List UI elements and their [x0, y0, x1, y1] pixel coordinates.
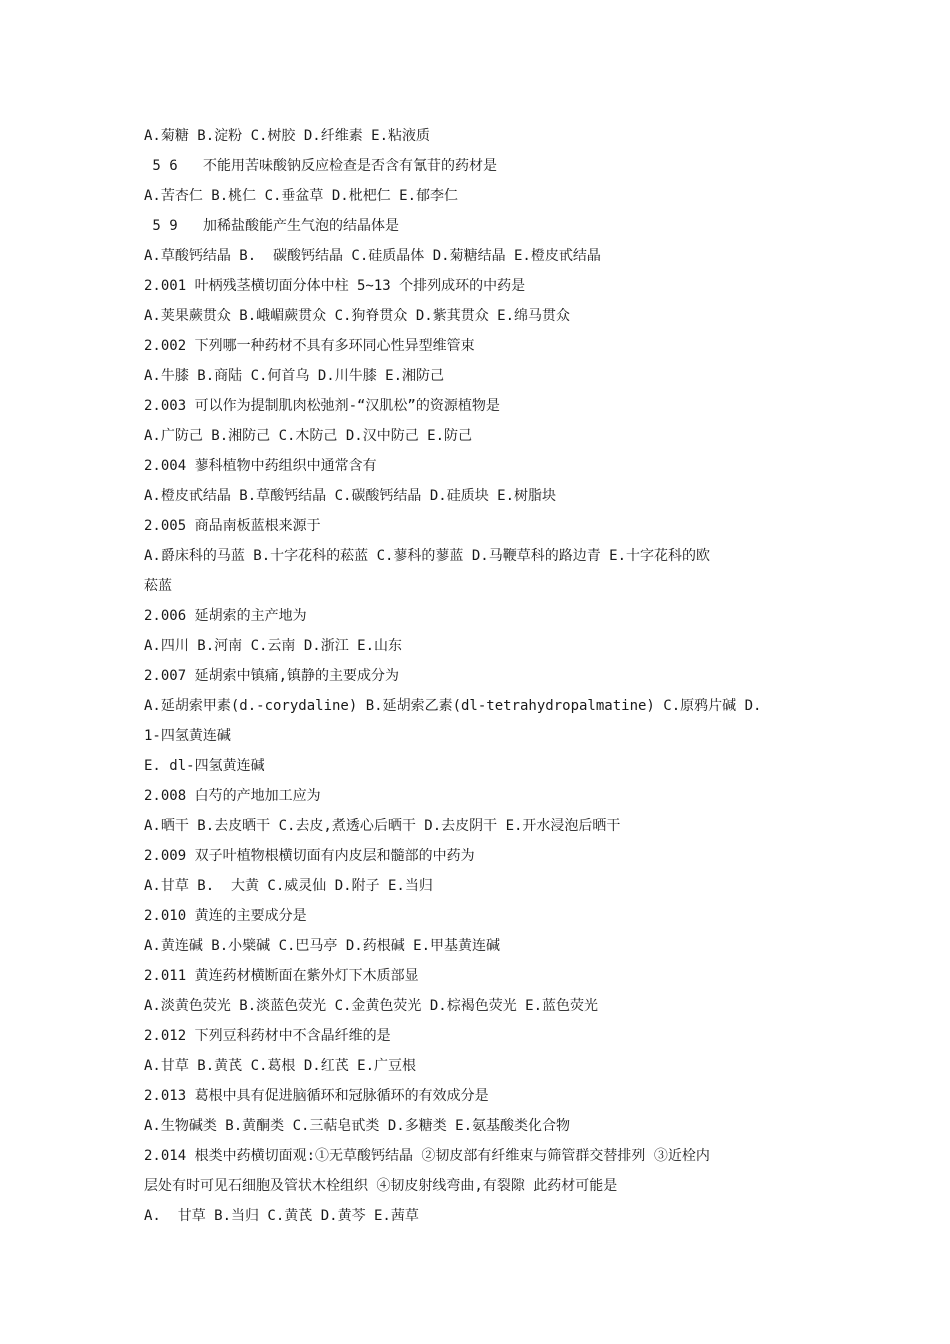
answer-options: A.广防己 B.湘防己 C.木防己 D.汉中防己 E.防己 — [144, 428, 473, 444]
answer-options-continued: 菘蓝 — [144, 578, 172, 594]
document-page — [144, 121, 806, 1231]
question-text: 2.004 蓼科植物中药组织中通常含有 — [144, 458, 377, 474]
question-text: 2.010 黄连的主要成分是 — [144, 908, 307, 924]
question-text: 2.007 延胡索中镇痛,镇静的主要成分为 — [144, 668, 400, 684]
question-text: 2.014 根类中药横切面观:①无草酸钙结晶 ②韧皮部有纤维束与筛管群交替排列 ③近栓内 — [144, 1148, 710, 1164]
answer-options: A.四川 B.河南 C.云南 D.浙江 E.山东 — [144, 638, 403, 654]
answer-options: A.延胡索甲素(d.-corydaline) B.延胡索乙素(dl-tetrahydropalmatine) C.原鸦片碱 D. — [144, 698, 762, 714]
answer-options: A.生物碱类 B.黄酮类 C.三萜皂甙类 D.多糖类 E.氨基酸类化合物 — [144, 1118, 571, 1134]
question-text: 5 6 不能用苦味酸钠反应检查是否含有氰苷的药材是 — [144, 158, 497, 174]
answer-options: A.黄连碱 B.小檗碱 C.巴马亭 D.药根碱 E.甲基黄连碱 — [144, 938, 501, 954]
answer-options: A.甘草 B. 大黄 C.威灵仙 D.附子 E.当归 — [144, 878, 433, 894]
text-line: A.菊糖 B.淀粉 C.树胶 D.纤维素 E.粘液质 — [144, 128, 431, 144]
question-text: 2.006 延胡索的主产地为 — [144, 608, 307, 624]
question-text: 2.009 双子叶植物根横切面有内皮层和髓部的中药为 — [144, 848, 475, 864]
question-text: 2.008 白芍的产地加工应为 — [144, 788, 321, 804]
question-text: 2.002 下列哪一种药材不具有多环同心性异型维管束 — [144, 338, 475, 354]
answer-options: A.橙皮甙结晶 B.草酸钙结晶 C.碳酸钙结晶 D.硅质块 E.树脂块 — [144, 488, 557, 504]
answer-options-continued: 1-四氢黄连碱 — [144, 728, 231, 744]
question-text: 5 9 加稀盐酸能产生气泡的结晶体是 — [144, 218, 400, 234]
answer-options: A.牛膝 B.商陆 C.何首乌 D.川牛膝 E.湘防己 — [144, 368, 445, 384]
answer-options: A.淡黄色荧光 B.淡蓝色荧光 C.金黄色荧光 D.棕褐色荧光 E.蓝色荧光 — [144, 998, 599, 1014]
question-text: 2.012 下列豆科药材中不含晶纤维的是 — [144, 1028, 391, 1044]
answer-options: A. 甘草 B.当归 C.黄芪 D.黄芩 E.茜草 — [144, 1208, 419, 1224]
question-text: 2.011 黄连药材横断面在紫外灯下木质部显 — [144, 968, 419, 984]
question-text: 2.005 商品南板蓝根来源于 — [144, 518, 321, 534]
answer-options: A.荚果蕨贯众 B.峨嵋蕨贯众 C.狗脊贯众 D.紫萁贯众 E.绵马贯众 — [144, 308, 571, 324]
answer-options: A.晒干 B.去皮晒干 C.去皮,煮透心后晒干 D.去皮阴干 E.开水浸泡后晒干 — [144, 818, 621, 834]
answer-options-continued: E. dl-四氢黄连碱 — [144, 758, 265, 774]
answer-options: A.甘草 B.黄芪 C.葛根 D.红芪 E.广豆根 — [144, 1058, 417, 1074]
question-text: 2.003 可以作为提制肌肉松弛剂-“汉肌松”的资源植物是 — [144, 398, 500, 414]
question-text: 2.001 叶柄残茎横切面分体中柱 5~13 个排列成环的中药是 — [144, 278, 526, 294]
answer-options: A.草酸钙结晶 B. 碳酸钙结晶 C.硅质晶体 D.菊糖结晶 E.橙皮甙结晶 — [144, 248, 601, 264]
question-text: 2.013 葛根中具有促进脑循环和冠脉循环的有效成分是 — [144, 1088, 489, 1104]
answer-options: A.爵床科的马蓝 B.十字花科的菘蓝 C.蓼科的蓼蓝 D.马鞭草科的路边青 E.十字花科的欧 — [144, 548, 710, 564]
question-text-continued: 层处有时可见石细胞及管状木栓组织 ④韧皮射线弯曲,有裂隙 此药材可能是 — [144, 1178, 618, 1194]
answer-options: A.苦杏仁 B.桃仁 C.垂盆草 D.枇杷仁 E.郁李仁 — [144, 188, 459, 204]
